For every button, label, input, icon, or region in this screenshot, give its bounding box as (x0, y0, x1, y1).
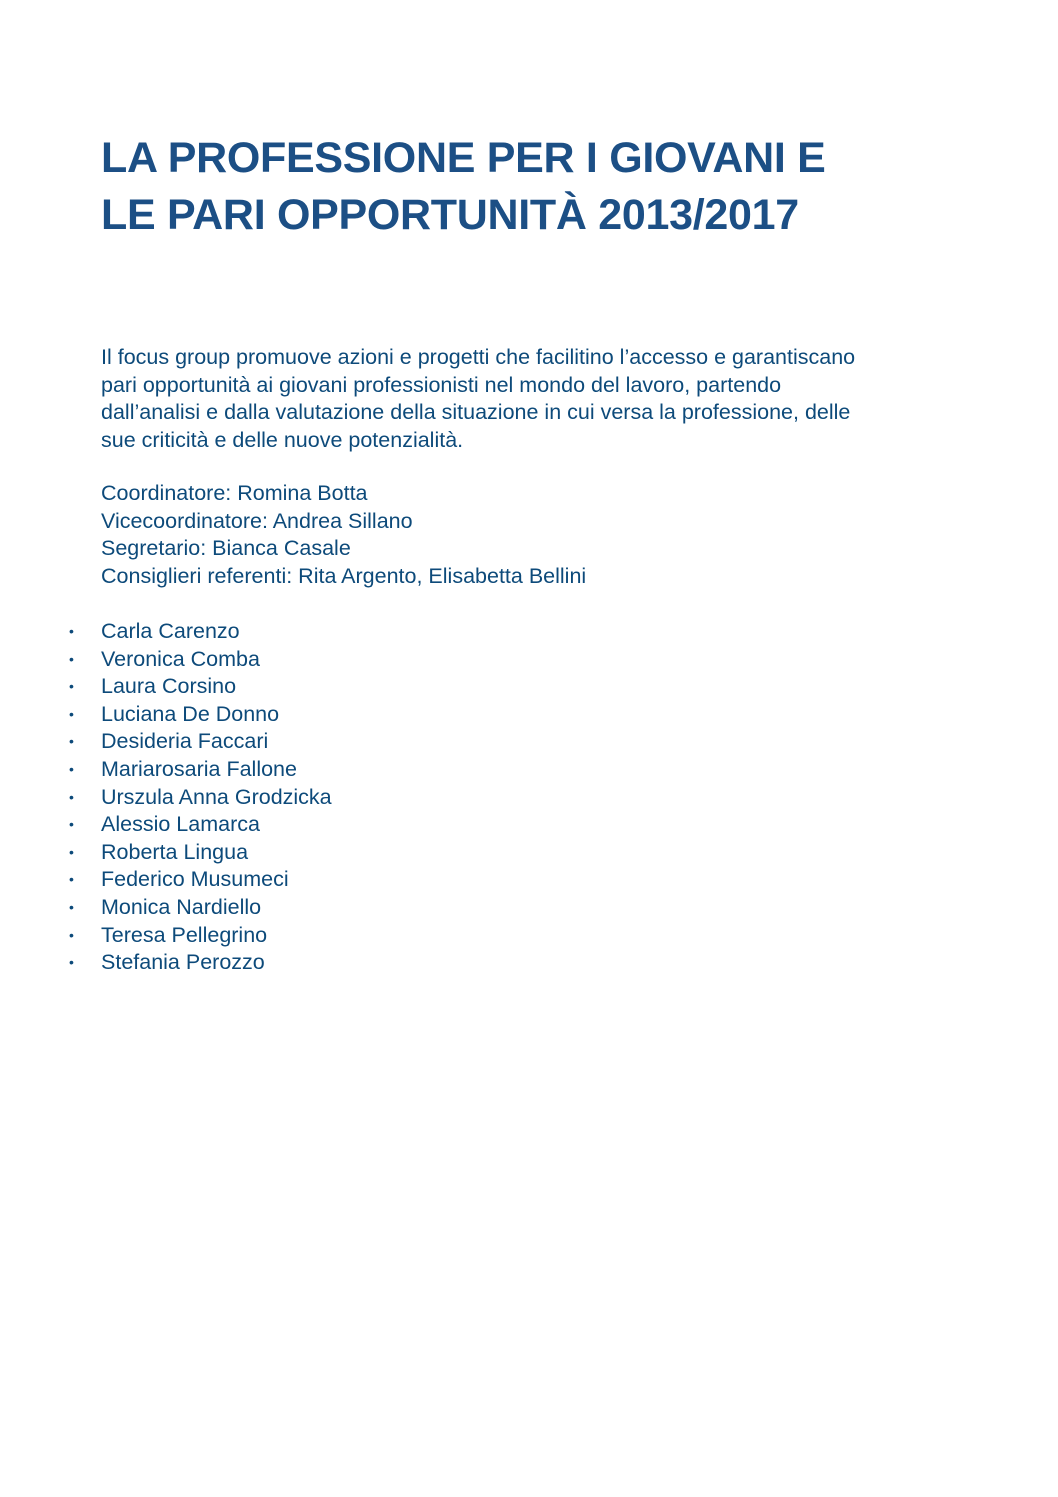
bullet-icon: • (69, 623, 74, 639)
member-name: Carla Carenzo (101, 619, 240, 643)
bullet-icon: • (69, 926, 74, 943)
role-coordinator: Coordinatore: Romina Botta (101, 481, 368, 505)
member-name: Monica Nardiello (101, 894, 262, 919)
role-advisors: Consiglieri referenti: Rita Argento, Elisabetta Bellini (101, 563, 587, 588)
role-secretary: Segretario: Bianca Casale (101, 536, 351, 561)
intro-paragraph (101, 344, 1001, 454)
list-item (0, 728, 900, 756)
bullet-icon: • (69, 705, 74, 722)
list-item (0, 894, 900, 922)
member-name: Teresa Pellegrino (101, 922, 268, 947)
bullet-icon: • (69, 788, 74, 805)
roles-list (101, 480, 1001, 590)
bullet-icon: • (69, 843, 74, 860)
page-title (101, 130, 1001, 244)
list-item (0, 866, 900, 894)
bullet-icon: • (69, 954, 74, 971)
list-item (0, 922, 900, 950)
bullet-icon: • (69, 816, 74, 833)
list-item (0, 756, 900, 784)
member-name: Alessio Lamarca (101, 812, 260, 837)
member-name: Urszula Anna Grodzicka (101, 784, 332, 809)
intro-line: Il focus group promuove azioni e progetti che facilitino l’accesso e garantiscano (101, 345, 856, 369)
member-name: Veronica Comba (101, 646, 260, 671)
role-vice-coordinator: Vicecoordinatore: Andrea Sillano (101, 508, 413, 533)
list-item (0, 784, 900, 812)
list-item (0, 673, 900, 701)
list-item (0, 701, 900, 729)
member-name: Desideria Faccari (101, 729, 269, 754)
intro-line: sue criticità e delle nuove potenzialità. (101, 427, 464, 452)
list-item (0, 811, 900, 839)
bullet-icon: • (69, 650, 74, 667)
intro-line: pari opportunità ai giovani professionisti nel mondo del lavoro, partendo (101, 372, 782, 397)
bullet-icon: • (69, 898, 74, 915)
member-name: Luciana De Donno (101, 701, 280, 726)
bullet-icon: • (69, 760, 74, 777)
member-name: Mariarosaria Fallone (101, 756, 297, 781)
bullet-icon: • (69, 678, 74, 695)
member-name: Federico Musumeci (101, 867, 289, 892)
list-item (0, 618, 900, 646)
members-list (0, 618, 900, 977)
title-line-1: LA PROFESSIONE PER I GIOVANI E (101, 134, 826, 182)
list-item (0, 646, 900, 674)
member-name: Stefania Perozzo (101, 950, 265, 975)
member-name: Roberta Lingua (101, 839, 249, 864)
bullet-icon: • (69, 733, 74, 750)
bullet-icon: • (69, 871, 74, 888)
list-item (0, 839, 900, 867)
intro-line: dall’analisi e dalla valutazione della situazione in cui versa la professione, delle (101, 400, 851, 425)
list-item (0, 949, 900, 977)
member-name: Laura Corsino (101, 674, 237, 699)
title-line-2: LE PARI OPPORTUNITÀ 2013/2017 (101, 191, 799, 239)
